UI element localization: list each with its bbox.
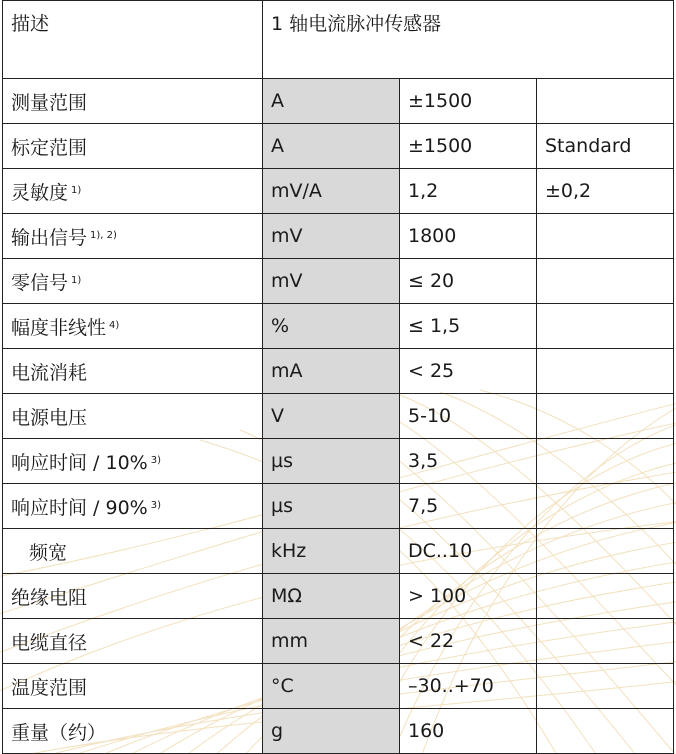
unit-cell: µs [263, 484, 400, 529]
extra-cell [537, 664, 674, 709]
unit-cell: A [263, 79, 400, 124]
unit-cell: mm [263, 619, 400, 664]
unit-cell: °C [263, 664, 400, 709]
footnote-ref: 3) [150, 499, 161, 511]
extra-cell [537, 709, 674, 754]
param-label: 响应时间 / 90% [11, 496, 148, 519]
param-cell [3, 574, 263, 619]
param-label: 绝缘电阻 [11, 586, 88, 609]
unit-cell: mA [263, 349, 400, 394]
param-cell [3, 619, 263, 664]
param-label: 频宽 [29, 541, 68, 564]
param-cell [3, 259, 263, 304]
param-label: 测量范围 [11, 91, 88, 114]
table-row [3, 484, 674, 529]
value-cell: 1800 [400, 214, 537, 259]
extra-cell [537, 304, 674, 349]
param-label: 输出信号 [11, 226, 88, 249]
table-row [3, 394, 674, 439]
unit-cell: mV/A [263, 169, 400, 214]
value-cell: 160 [400, 709, 537, 754]
param-cell [3, 79, 263, 124]
value-cell: 7,5 [400, 484, 537, 529]
footnote-ref: 1), 2) [90, 229, 117, 241]
value-cell: < 25 [400, 349, 537, 394]
param-label: 幅度非线性 [11, 316, 107, 339]
table-row [3, 349, 674, 394]
unit-cell: g [263, 709, 400, 754]
unit-cell: kHz [263, 529, 400, 574]
unit-cell: V [263, 394, 400, 439]
extra-cell [537, 79, 674, 124]
param-cell [3, 484, 263, 529]
param-cell [3, 439, 263, 484]
param-label: 标定范围 [11, 136, 88, 159]
value-cell: DC..10 [400, 529, 537, 574]
value-cell: 3,5 [400, 439, 537, 484]
table-row [3, 529, 674, 574]
param-cell [3, 169, 263, 214]
value-cell: ±1500 [400, 79, 537, 124]
table-row [3, 439, 674, 484]
footnote-ref: 1) [71, 184, 82, 196]
table-row [3, 214, 674, 259]
extra-cell [537, 349, 674, 394]
param-cell [3, 304, 263, 349]
footnote-ref: 3) [150, 454, 161, 466]
param-cell [3, 709, 263, 754]
unit-cell: µs [263, 439, 400, 484]
unit-cell: MΩ [263, 574, 400, 619]
param-cell [3, 214, 263, 259]
extra-cell [537, 259, 674, 304]
table-row [3, 664, 674, 709]
unit-cell: % [263, 304, 400, 349]
footnote-ref: 1) [71, 274, 82, 286]
value-cell: < 22 [400, 619, 537, 664]
table-row [3, 304, 674, 349]
extra-cell [537, 529, 674, 574]
value-cell: > 100 [400, 574, 537, 619]
table-row [3, 169, 674, 214]
extra-cell [537, 619, 674, 664]
extra-cell [537, 214, 674, 259]
param-cell [3, 124, 263, 169]
unit-cell: mV [263, 259, 400, 304]
footnote-ref: 4) [109, 319, 120, 331]
param-label: 电缆直径 [11, 631, 88, 654]
extra-cell [537, 439, 674, 484]
extra-cell: ±0,2 [537, 169, 674, 214]
extra-cell [537, 484, 674, 529]
param-label: 灵敏度 [11, 181, 69, 204]
table-row [3, 709, 674, 754]
product-title: 1 轴电流脉冲传感器 [263, 1, 674, 79]
value-cell: ≤ 1,5 [400, 304, 537, 349]
param-label: 零信号 [11, 271, 69, 294]
extra-cell [537, 574, 674, 619]
param-label: 温度范围 [11, 676, 88, 699]
value-cell: ≤ 20 [400, 259, 537, 304]
param-label: 电源电压 [11, 406, 88, 429]
table-row [3, 124, 674, 169]
param-cell [3, 349, 263, 394]
header-label: 描述 [3, 1, 263, 79]
param-cell [3, 529, 263, 574]
param-label: 响应时间 / 10% [11, 451, 148, 474]
unit-cell: mV [263, 214, 400, 259]
table-row [3, 574, 674, 619]
extra-cell [537, 394, 674, 439]
value-cell: 5-10 [400, 394, 537, 439]
value-cell: 1,2 [400, 169, 537, 214]
extra-cell: Standard [537, 124, 674, 169]
table-row [3, 79, 674, 124]
param-cell [3, 394, 263, 439]
param-cell [3, 664, 263, 709]
param-label: 重量（约） [11, 721, 107, 744]
table-row [3, 619, 674, 664]
sensor-spec-table [2, 0, 674, 754]
value-cell: ±1500 [400, 124, 537, 169]
table-header-row [3, 1, 674, 79]
unit-cell: A [263, 124, 400, 169]
value-cell: –30..+70 [400, 664, 537, 709]
param-label: 电流消耗 [11, 361, 88, 384]
table-row [3, 259, 674, 304]
